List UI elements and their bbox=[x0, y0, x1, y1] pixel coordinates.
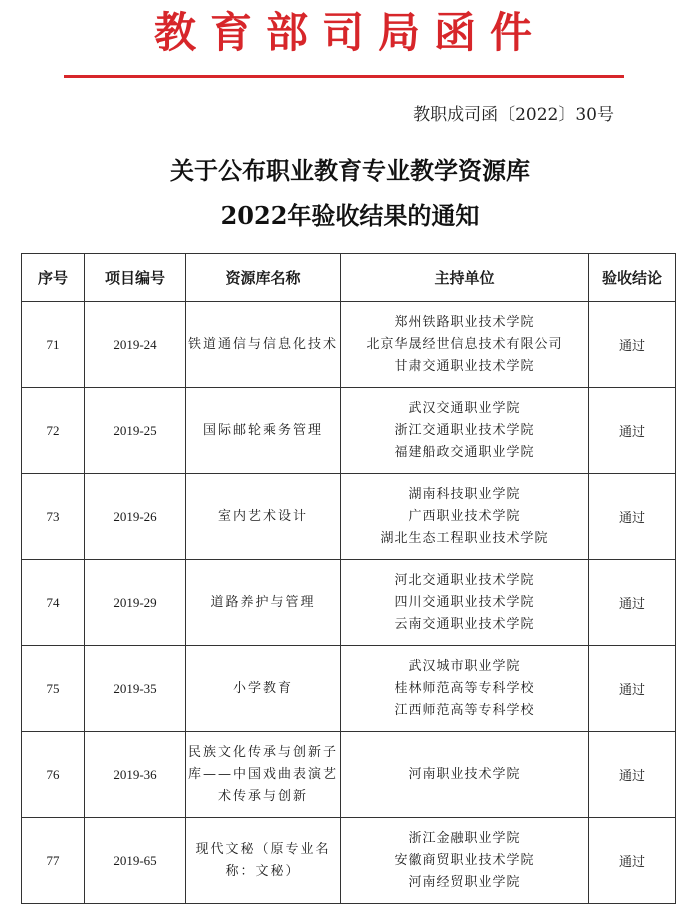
resource-library-name: 室内艺术设计 bbox=[186, 474, 341, 560]
letterhead-rule bbox=[64, 75, 624, 78]
host-unit: 北京华晟经世信息技术有限公司 bbox=[366, 336, 563, 352]
results-table bbox=[21, 253, 676, 904]
host-unit: 福建船政交通职业学院 bbox=[394, 444, 535, 460]
resource-library-name: 国际邮轮乘务管理 bbox=[186, 388, 341, 474]
host-unit: 武汉城市职业学院 bbox=[408, 658, 521, 674]
host-unit: 云南交通职业技术学院 bbox=[394, 616, 535, 632]
resource-library-name: 民族文化传承与创新子库——中国戏曲表演艺术传承与创新 bbox=[186, 732, 341, 818]
row-number: 72 bbox=[22, 388, 85, 474]
row-number: 73 bbox=[22, 474, 85, 560]
document-number: 教职成司函〔2022〕30号 bbox=[413, 105, 614, 125]
resource-library-name: 现代文秘（原专业名称：文秘） bbox=[186, 818, 341, 904]
host-units bbox=[341, 302, 589, 388]
host-unit: 郑州铁路职业技术学院 bbox=[394, 314, 535, 330]
host-units bbox=[341, 474, 589, 560]
host-unit: 桂林师范高等专科学校 bbox=[394, 680, 535, 696]
project-code: 2019-25 bbox=[85, 388, 186, 474]
row-number: 75 bbox=[22, 646, 85, 732]
host-unit: 浙江交通职业技术学院 bbox=[394, 422, 535, 438]
table-row bbox=[22, 646, 676, 732]
host-unit: 湖北生态工程职业技术学院 bbox=[380, 530, 549, 546]
row-number: 77 bbox=[22, 818, 85, 904]
row-number: 76 bbox=[22, 732, 85, 818]
acceptance-result: 通过 bbox=[589, 818, 676, 904]
column-header-code: 项目编号 bbox=[85, 254, 186, 302]
acceptance-result: 通过 bbox=[589, 474, 676, 560]
table-row bbox=[22, 388, 676, 474]
host-units bbox=[341, 560, 589, 646]
column-header-unit: 主持单位 bbox=[341, 254, 589, 302]
table-header-row bbox=[22, 254, 676, 302]
host-unit: 浙江金融职业学院 bbox=[408, 830, 521, 846]
host-units bbox=[341, 388, 589, 474]
resource-library-name: 铁道通信与信息化技术 bbox=[186, 302, 341, 388]
acceptance-result: 通过 bbox=[589, 732, 676, 818]
host-units bbox=[341, 646, 589, 732]
acceptance-result: 通过 bbox=[589, 302, 676, 388]
table-row bbox=[22, 474, 676, 560]
host-unit: 江西师范高等专科学校 bbox=[394, 702, 535, 718]
acceptance-result: 通过 bbox=[589, 646, 676, 732]
host-unit: 武汉交通职业学院 bbox=[408, 400, 521, 416]
host-unit: 河北交通职业技术学院 bbox=[394, 572, 535, 588]
host-unit: 甘肃交通职业技术学院 bbox=[394, 358, 535, 374]
document-title-line2: 2022年验收结果的通知 bbox=[220, 201, 480, 230]
host-unit: 广西职业技术学院 bbox=[408, 508, 521, 524]
letterhead-title: 教育部司局函件 bbox=[153, 8, 546, 57]
host-unit: 河南职业技术学院 bbox=[408, 766, 521, 782]
host-unit: 安徽商贸职业技术学院 bbox=[394, 852, 535, 868]
project-code: 2019-65 bbox=[85, 818, 186, 904]
table-row bbox=[22, 818, 676, 904]
resource-library-name: 小学教育 bbox=[186, 646, 341, 732]
column-header-no: 序号 bbox=[22, 254, 85, 302]
host-unit: 湖南科技职业学院 bbox=[408, 486, 521, 502]
row-number: 74 bbox=[22, 560, 85, 646]
resource-library-name: 道路养护与管理 bbox=[186, 560, 341, 646]
acceptance-result: 通过 bbox=[589, 388, 676, 474]
project-code: 2019-24 bbox=[85, 302, 186, 388]
project-code: 2019-26 bbox=[85, 474, 186, 560]
host-unit: 河南经贸职业学院 bbox=[408, 874, 521, 890]
project-code: 2019-35 bbox=[85, 646, 186, 732]
column-header-name: 资源库名称 bbox=[186, 254, 341, 302]
table-row bbox=[22, 560, 676, 646]
host-unit: 四川交通职业技术学院 bbox=[394, 594, 535, 610]
table-row bbox=[22, 302, 676, 388]
acceptance-result: 通过 bbox=[589, 560, 676, 646]
host-units bbox=[341, 818, 589, 904]
document-title-line1: 关于公布职业教育专业教学资源库 bbox=[170, 156, 530, 185]
host-units bbox=[341, 732, 589, 818]
row-number: 71 bbox=[22, 302, 85, 388]
table-row bbox=[22, 732, 676, 818]
column-header-result: 验收结论 bbox=[589, 254, 676, 302]
project-code: 2019-29 bbox=[85, 560, 186, 646]
project-code: 2019-36 bbox=[85, 732, 186, 818]
